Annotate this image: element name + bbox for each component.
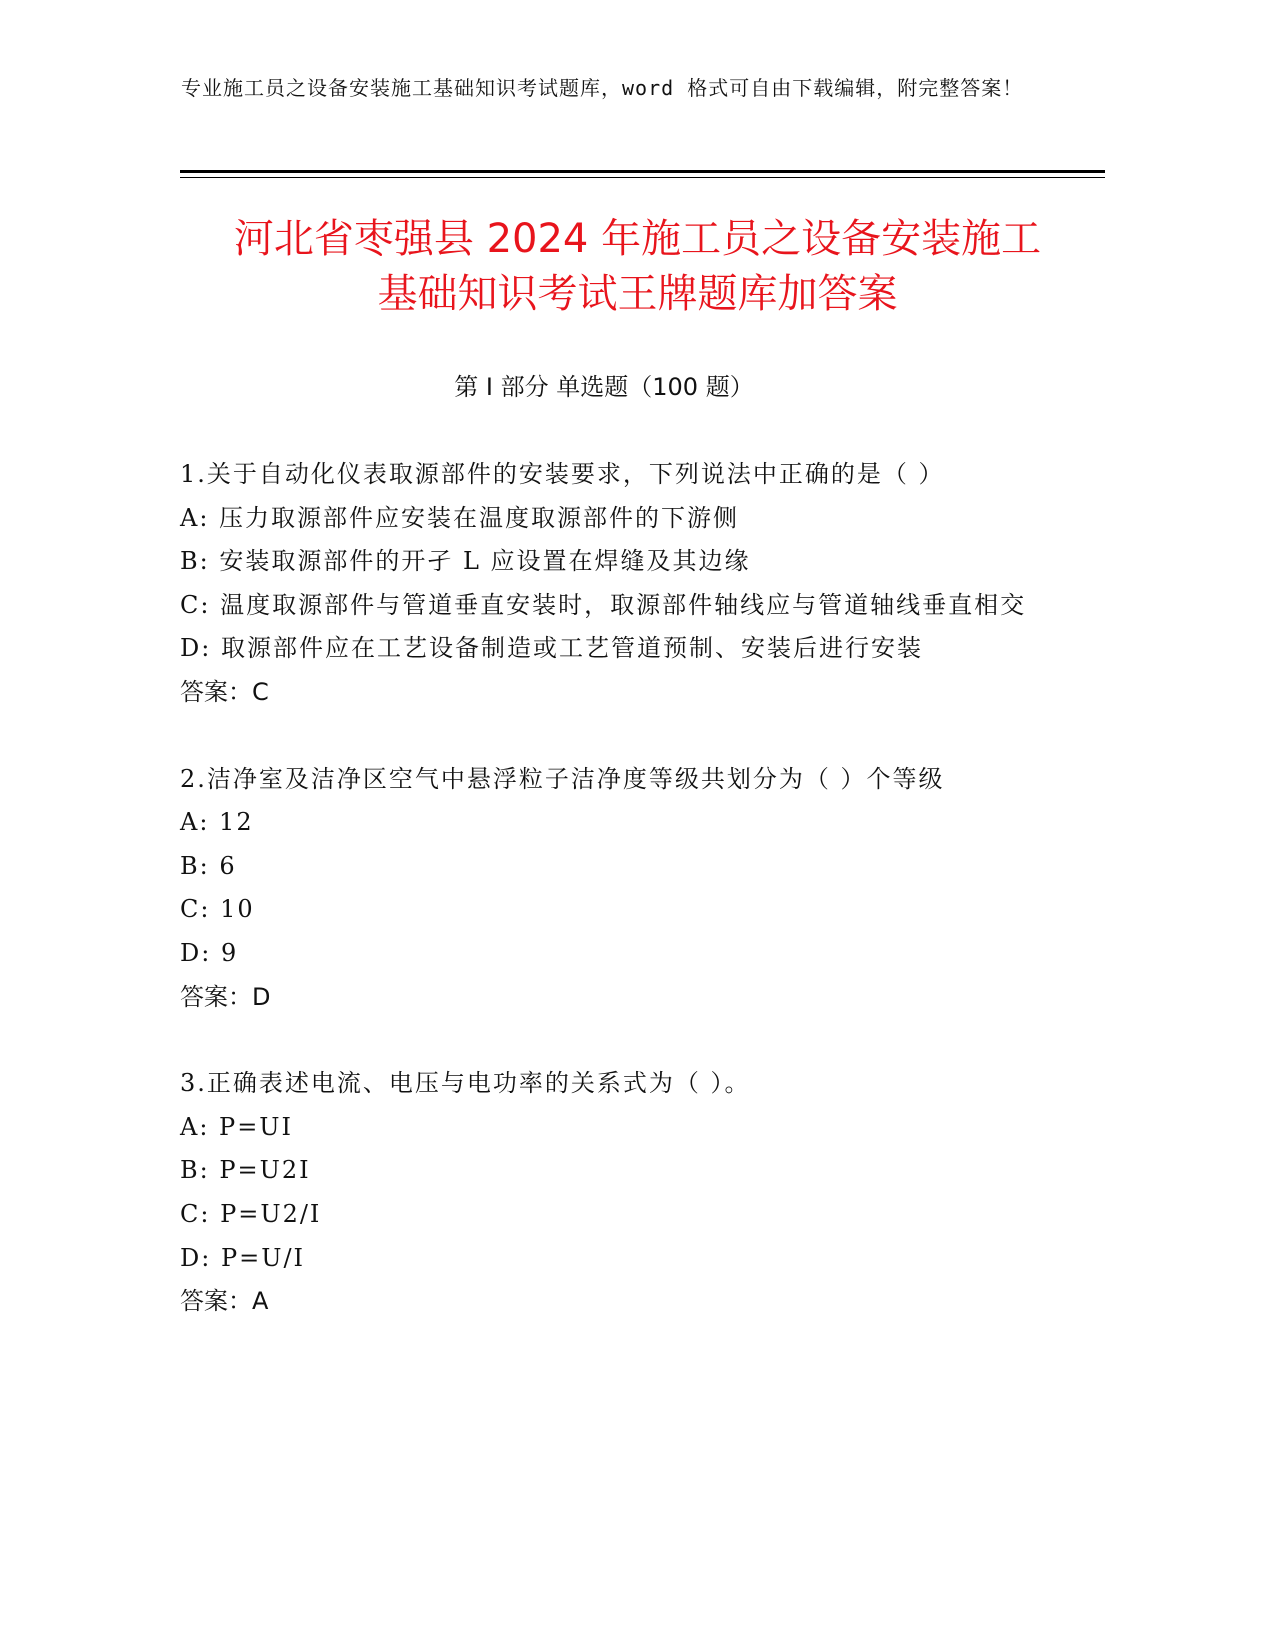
option-a: A: 12 <box>180 808 254 837</box>
option-d: D: 9 <box>180 938 239 967</box>
title-line-1: 河北省枣强县 2024 年施工员之设备安装施工 <box>233 216 1042 262</box>
question-list <box>180 453 1040 1367</box>
section-heading: 第 I 部分 单选题（100 题） <box>454 373 754 401</box>
question-stem: 3.正确表述电流、电压与电功率的关系式为（ ）。 <box>180 1069 751 1098</box>
header-rule-thick <box>180 170 1105 173</box>
question-1 <box>180 453 1040 715</box>
answer: 答案：C <box>180 677 269 706</box>
header-rule-thin <box>180 177 1105 178</box>
question-stem: 2.洁净室及洁净区空气中悬浮粒子洁净度等级共划分为（ ）个等级 <box>180 764 945 793</box>
option-c: C: 温度取源部件与管道垂直安装时，取源部件轴线应与管道轴线垂直相交 <box>180 590 1027 619</box>
option-c: C: 10 <box>180 895 255 924</box>
question-2 <box>180 758 1040 1020</box>
option-b: B: 6 <box>180 851 237 880</box>
option-a: A: P=UI <box>180 1112 294 1141</box>
answer: 答案：D <box>180 982 271 1011</box>
header-note: 专业施工员之设备安装施工基础知识考试题库，word 格式可自由下载编辑，附完整答案！ <box>181 76 1024 100</box>
option-d: D: P=U/I <box>180 1243 306 1272</box>
option-b: B: P=U2I <box>180 1156 311 1185</box>
question-stem: 1.关于自动化仪表取源部件的安装要求，下列说法中正确的是（ ） <box>180 460 945 488</box>
option-c: C: P=U2/I <box>180 1199 322 1228</box>
option-a: A: 压力取源部件应安装在温度取源部件的下游侧 <box>180 503 740 532</box>
document-title <box>150 212 1125 322</box>
question-3 <box>180 1062 1040 1324</box>
answer: 答案：A <box>180 1287 269 1316</box>
option-b: B: 安装取源部件的开孑 L 应设置在焊缝及其边缘 <box>180 547 751 576</box>
option-d: D: 取源部件应在工艺设备制造或工艺管道预制、安装后进行安装 <box>180 634 923 663</box>
title-line-2: 基础知识考试王牌题库加答案 <box>377 271 898 317</box>
